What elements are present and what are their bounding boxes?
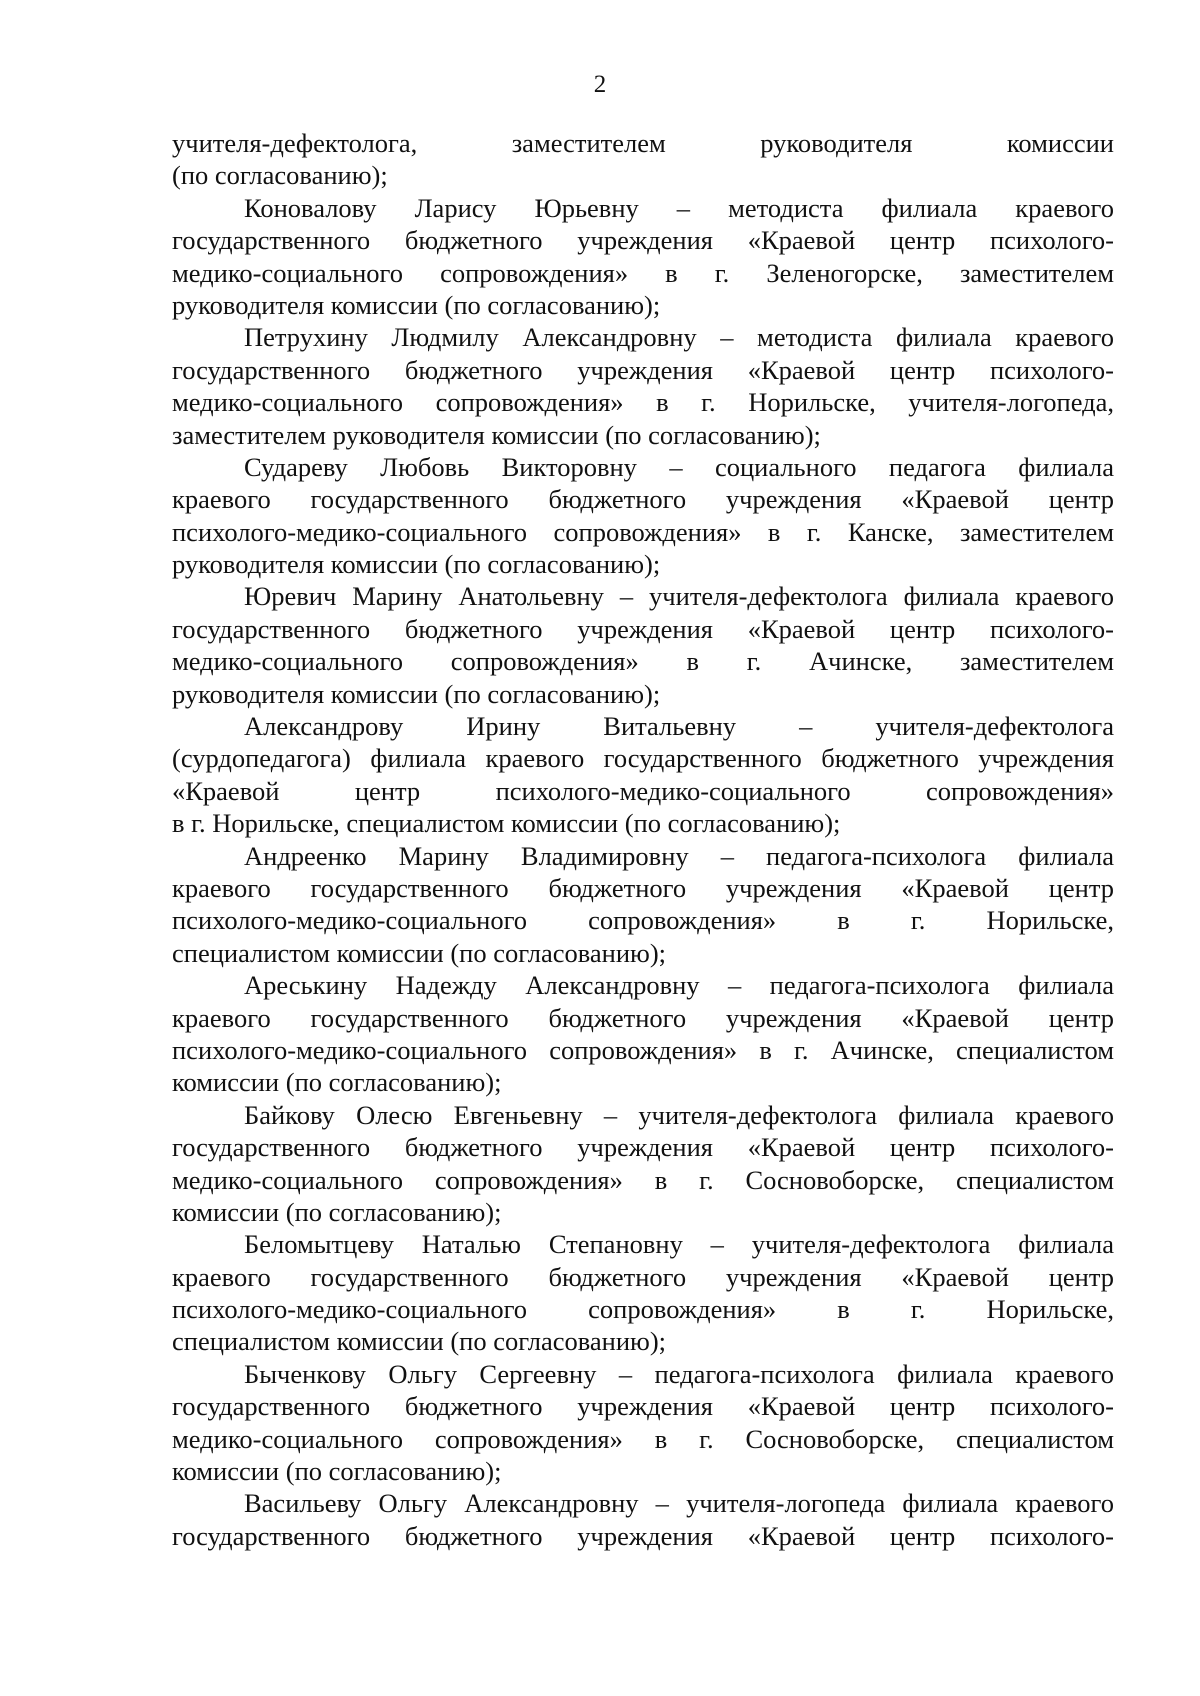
text-line: Байкову Олесю Евгеньевну – учителя-дефектолога филиала краевого	[244, 1099, 1114, 1130]
page-number: 2	[593, 71, 607, 98]
text-line: Васильеву Ольгу Александровну – учителя-логопеда филиала краевого	[244, 1488, 1114, 1519]
text-line: краевого государственного бюджетного учреждения «Краевой центр	[172, 484, 1114, 515]
text-line: Коновалову Ларису Юрьевну – методиста филиала краевого	[244, 192, 1114, 223]
paragraph-7	[172, 840, 1114, 970]
text-line: краевого государственного бюджетного учреждения «Краевой центр	[172, 872, 1114, 903]
text-line: государственного бюджетного учреждения «Краевой центр психолого-	[172, 1391, 1114, 1422]
text-line: комиссии (по согласованию);	[172, 1196, 502, 1227]
text-line: Юревич Марину Анатольевну – учителя-дефектолога филиала краевого	[244, 581, 1114, 612]
text-line: психолого-медико-социального сопровождения» в г. Ачинске, специалистом	[172, 1034, 1114, 1065]
text-line: медико-социального сопровождения» в г. Норильске, учителя-логопеда,	[172, 387, 1114, 418]
text-line: в г. Норильске, специалистом комиссии (по согласованию);	[172, 808, 841, 839]
document-body	[172, 127, 1114, 1552]
text-line: специалистом комиссии (по согласованию);	[172, 1326, 667, 1357]
text-line: краевого государственного бюджетного учреждения «Краевой центр	[172, 1002, 1114, 1033]
paragraph-8	[172, 969, 1114, 1099]
text-line: медико-социального сопровождения» в г. Сосновоборске, специалистом	[172, 1164, 1114, 1195]
text-line: руководителя комиссии (по согласованию);	[172, 549, 661, 580]
text-line: учителя-дефектолога, заместителем руководителя комиссии	[172, 128, 1114, 158]
text-line: психолого-медико-социального сопровождения» в г. Норильске,	[172, 905, 1114, 936]
text-line: Судареву Любовь Викторовну – социального педагога филиала	[244, 451, 1114, 482]
text-line: медико-социального сопровождения» в г. Ачинске, заместителем	[172, 646, 1114, 677]
text-line: психолого-медико-социального сопровождения» в г. Канске, заместителем	[172, 516, 1114, 547]
paragraph-9	[172, 1099, 1114, 1229]
paragraph-1	[172, 127, 1114, 192]
text-line: государственного бюджетного учреждения «Краевой центр психолого-	[172, 613, 1114, 644]
text-line: государственного бюджетного учреждения «Краевой центр психолого-	[172, 1132, 1114, 1163]
text-line: руководителя комиссии (по согласованию);	[172, 678, 661, 709]
text-line: комиссии (по согласованию);	[172, 1067, 502, 1098]
text-line: государственного бюджетного учреждения «Краевой центр психолого-	[172, 1520, 1114, 1551]
text-line: Александрову Ирину Витальевну – учителя-дефектолога	[244, 711, 1114, 742]
text-line: Беломытцеву Наталью Степановну – учителя-дефектолога филиала	[244, 1229, 1114, 1260]
text-line: руководителя комиссии (по согласованию);	[172, 289, 661, 320]
text-line: комиссии (по согласованию);	[172, 1456, 502, 1487]
text-line: государственного бюджетного учреждения «Краевой центр психолого-	[172, 354, 1114, 385]
text-line: Быченкову Ольгу Сергеевну – педагога-психолога филиала краевого	[244, 1358, 1114, 1389]
paragraph-10	[172, 1228, 1114, 1358]
text-line: заместителем руководителя комиссии (по согласованию);	[172, 419, 821, 450]
text-line: краевого государственного бюджетного учреждения «Краевой центр	[172, 1261, 1114, 1292]
text-line: специалистом комиссии (по согласованию);	[172, 937, 667, 968]
text-line: Андреенко Марину Владимировну – педагога-психолога филиала	[244, 840, 1114, 871]
paragraph-6	[172, 710, 1114, 840]
text-line: медико-социального сопровождения» в г. Сосновоборске, специалистом	[172, 1423, 1114, 1454]
paragraph-12	[172, 1487, 1114, 1552]
text-line: (сурдопедагога) филиала краевого государственного бюджетного учреждения	[172, 743, 1114, 774]
text-line: психолого-медико-социального сопровождения» в г. Норильске,	[172, 1294, 1114, 1325]
text-line: государственного бюджетного учреждения «Краевой центр психолого-	[172, 225, 1114, 256]
paragraph-3	[172, 321, 1114, 451]
paragraph-2	[172, 192, 1114, 322]
text-line: (по согласованию);	[172, 160, 388, 191]
text-line: медико-социального сопровождения» в г. Зеленогорске, заместителем	[172, 257, 1114, 288]
paragraph-5	[172, 580, 1114, 710]
text-line: «Краевой центр психолого-медико-социального сопровождения»	[172, 775, 1114, 806]
text-line: Ареськину Надежду Александровну – педагога-психолога филиала	[244, 970, 1114, 1001]
paragraph-11	[172, 1358, 1114, 1488]
paragraph-4	[172, 451, 1114, 581]
text-line: Петрухину Людмилу Александровну – методиста филиала краевого	[244, 322, 1114, 353]
